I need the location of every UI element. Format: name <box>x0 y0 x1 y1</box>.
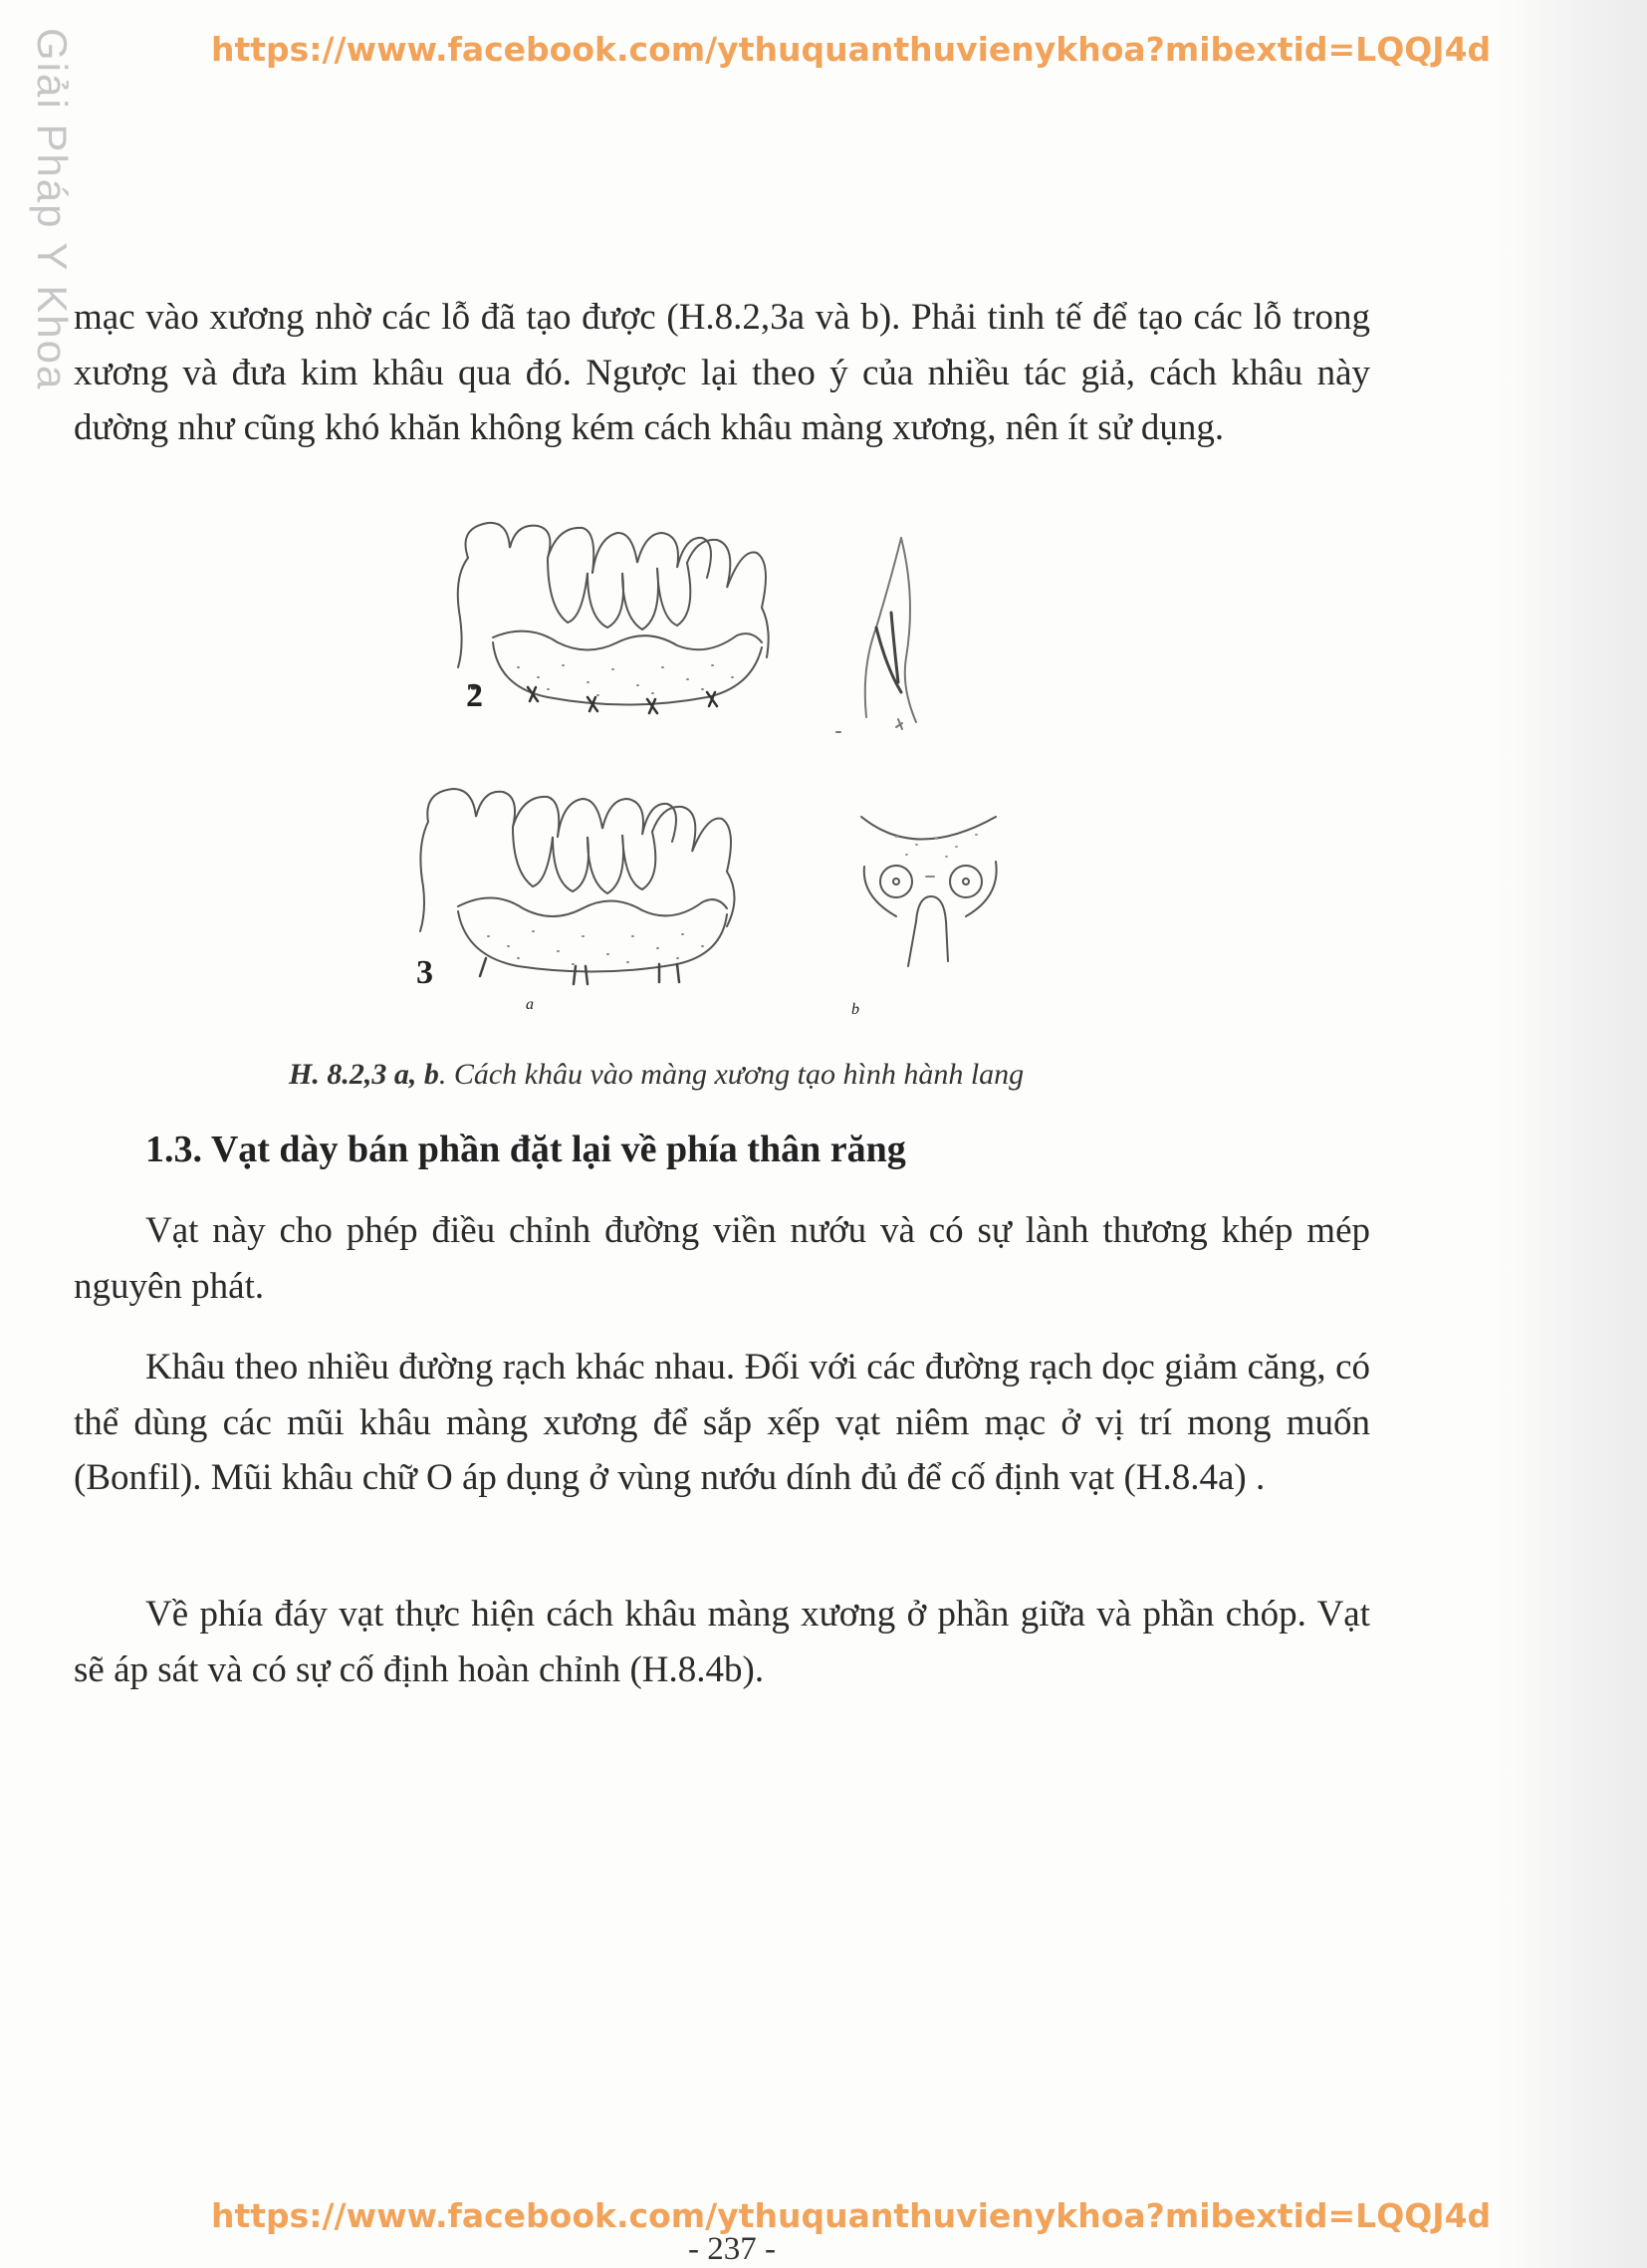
caption-text: . Cách khâu vào màng xương tạo hình hành lang <box>438 1058 1025 1091</box>
source-url-top[interactable]: https://www.facebook.com/ythuquanthuvienykhoa?mibextid=LQQJ4d <box>211 30 1492 69</box>
figure-label-3: 3 <box>416 954 433 991</box>
figure-label-b: b <box>851 1001 859 1018</box>
paragraph-1: mạc vào xương nhờ các lỗ đã tạo được (H.8.2,3a và b). Phải tinh tế để tạo các lỗ trong xương và đưa kim khâu qua đó. Ngược lại theo ý của nhiều tác giả, cách khâu này dường như cũng khó khăn không kém cách khâu màng xương, nên ít sử dụng. <box>74 297 1370 448</box>
paragraph-3: Khâu theo nhiều đường rạch khác nhau. Đối với các đường rạch dọc giảm căng, có thể dùng các mũi khâu màng xương để sắp xếp vạt niêm mạc ở vị trí mong muốn (Bonfil). Mũi khâu chữ O áp dụng ở vùng nướu dính đủ để cố định vạt (H.8.4a) . <box>74 1347 1370 1498</box>
figure-caption <box>289 1058 1024 1092</box>
profile-drawing-2 <box>836 538 916 732</box>
figure-label-2: 2 <box>466 677 483 714</box>
caption-ref: H. 8.2,3 a, b <box>289 1058 439 1091</box>
paragraph-4: Về phía đáy vạt thực hiện cách khâu màng xương ở phần giữa và phần chóp. Vạt sẽ áp sát và có sự cố định hoàn chỉnh (H.8.4b). <box>74 1594 1370 1690</box>
suture-illustration <box>398 518 1046 1031</box>
teeth-drawing-3 <box>420 789 735 972</box>
suture-drawing <box>398 518 1046 1031</box>
stipple-3 <box>488 931 703 964</box>
page-edge-shadow <box>1498 0 1647 2268</box>
stipple-2 <box>518 665 733 695</box>
watermark: Giải Pháp Y Khoa <box>29 28 76 391</box>
teeth-drawing-2 <box>458 523 769 705</box>
frontal-drawing-b <box>861 817 997 966</box>
section-heading: 1.3. Vạt dày bán phần đặt lại về phía thân răng <box>145 1129 906 1170</box>
page-number: - 237 - <box>688 2231 776 2267</box>
source-url-bottom[interactable]: https://www.facebook.com/ythuquanthuvienykhoa?mibextid=LQQJ4d <box>211 2196 1492 2235</box>
paragraph-2: Vạt này cho phép điều chỉnh đường viền nướu và có sự lành thương khép mép nguyên phát. <box>74 1210 1370 1307</box>
figure-label-a: a <box>526 996 534 1013</box>
